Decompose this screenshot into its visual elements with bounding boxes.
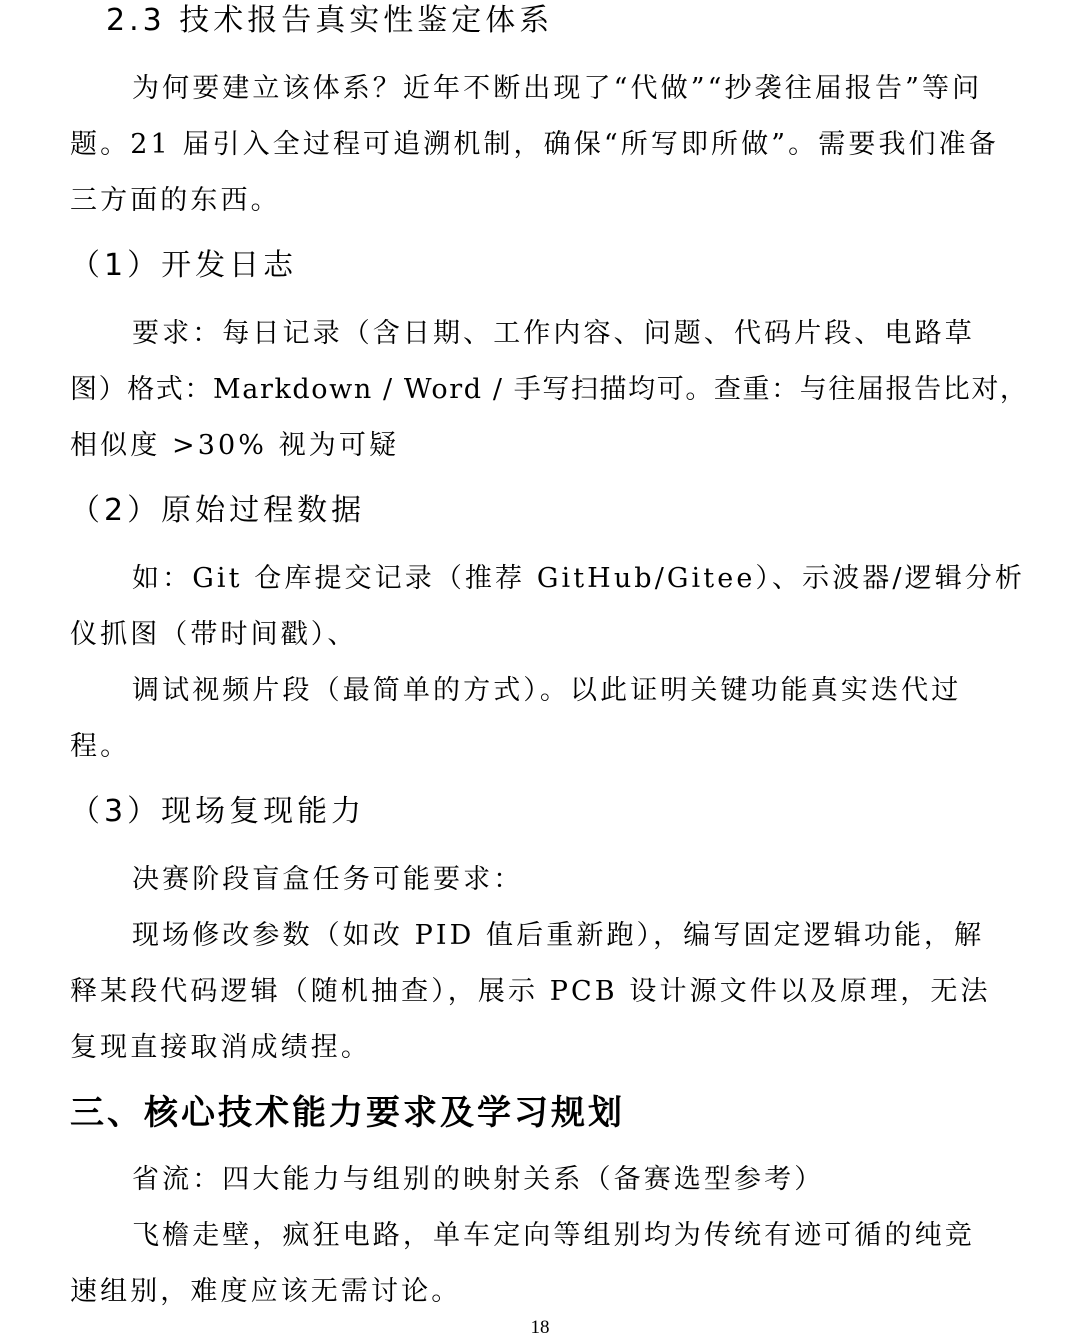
paragraph-line: 速组别，难度应该无需讨论。 — [70, 1276, 462, 1307]
paragraph-line: 释某段代码逻辑（随机抽查），展示 PCB 设计源文件以及原理，无法 — [70, 976, 991, 1007]
section-2-3-heading: 2.3 技术报告真实性鉴定体系 — [106, 3, 554, 38]
paragraph-line: 复现直接取消成绩捏。 — [70, 1032, 371, 1063]
item-3-heading: （3）现场复现能力 — [70, 794, 366, 829]
paragraph-line: 要求：每日记录（含日期、工作内容、问题、代码片段、电路草 — [132, 318, 975, 349]
section-3-heading: 三、核心技术能力要求及学习规划 — [70, 1093, 625, 1133]
paragraph-line: 如：Git 仓库提交记录（推荐 GitHub/Gitee）、示波器/逻辑分析 — [132, 563, 1025, 594]
paragraph-line: 省流：四大能力与组别的映射关系（备赛选型参考） — [132, 1164, 825, 1195]
paragraph-line: 程。 — [70, 731, 131, 762]
paragraph-line: 现场修改参数（如改 PID 值后重新跑），编写固定逻辑功能，解 — [132, 920, 985, 951]
paragraph-line: 三方面的东西。 — [70, 185, 281, 216]
paragraph-line: 题。21 届引入全过程可追溯机制，确保“所写即所做”。需要我们准备 — [70, 129, 999, 160]
paragraph-line: 决赛阶段盲盒任务可能要求： — [132, 864, 524, 895]
page-number: 18 — [530, 1317, 550, 1338]
item-1-heading: （1）开发日志 — [70, 248, 298, 283]
paragraph-line: 图）格式：Markdown / Word / 手写扫描均可。查重：与往届报告比对， — [70, 374, 1029, 405]
paragraph-line: 相似度 >30% 视为可疑 — [70, 430, 400, 461]
paragraph-line: 飞檐走壁，疯狂电路，单车定向等组别均为传统有迹可循的纯竞 — [132, 1220, 975, 1251]
paragraph-line: 为何要建立该体系？近年不断出现了“代做”“抄袭往届报告”等问 — [132, 73, 983, 104]
item-2-heading: （2）原始过程数据 — [70, 493, 366, 528]
paragraph-line: 仪抓图（带时间戳）、 — [70, 619, 358, 650]
paragraph-line: 调试视频片段（最简单的方式）。以此证明关键功能真实迭代过 — [132, 675, 962, 706]
